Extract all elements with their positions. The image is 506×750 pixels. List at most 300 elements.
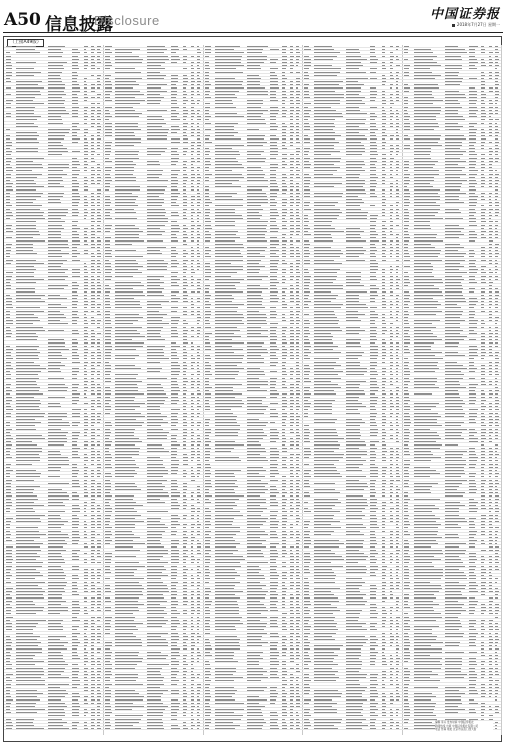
table-cell-text [296, 355, 299, 356]
table-cell-text [105, 483, 111, 484]
table-cell-text [382, 135, 387, 136]
table-cell-text [290, 610, 293, 611]
table-cell-text [97, 295, 99, 296]
table-cell-text [115, 158, 139, 159]
table-cell-text [84, 314, 87, 315]
table-cell-text [16, 521, 41, 522]
table-cell-text [215, 671, 237, 672]
table-cell-text [296, 537, 299, 538]
table-cell-text [183, 253, 188, 254]
table-cell-text [346, 97, 365, 98]
table-cell-text [48, 247, 69, 248]
table-cell-text [270, 604, 276, 605]
table-cell-text [72, 425, 79, 426]
table-cell-text [16, 626, 36, 627]
table-cell-text [270, 301, 278, 302]
table-cell-text [215, 511, 240, 512]
table-cell-text [247, 123, 266, 124]
table-cell-text [171, 451, 177, 452]
table-cell-text [72, 613, 79, 614]
table-cell-text [115, 301, 140, 302]
table-cell-text [105, 196, 110, 197]
table-cell-text [6, 368, 13, 369]
table-cell-text [171, 56, 179, 57]
table-cell-text [183, 604, 187, 605]
table-cell-text [16, 247, 33, 248]
table-cell-text [282, 100, 285, 101]
table-cell-text [191, 314, 194, 315]
table-cell-text [296, 655, 300, 656]
table-cell-text [215, 138, 241, 139]
table-cell-text [91, 534, 94, 535]
table-cell-text [72, 483, 80, 484]
table-cell-text [282, 279, 285, 280]
table-cell-text [215, 597, 240, 598]
table-cell-text [72, 205, 78, 206]
table-cell-text [215, 256, 243, 257]
table-cell-text [72, 123, 79, 124]
table-cell-text [97, 518, 101, 519]
table-cell-text [16, 135, 39, 136]
table-cell-text [191, 454, 195, 455]
table-cell-text [48, 661, 65, 662]
table-cell-text [105, 167, 112, 168]
table-cell-text [84, 330, 87, 331]
table-cell-text [147, 652, 161, 653]
table-cell-text [247, 546, 266, 547]
table-cell-text [97, 46, 100, 47]
table-cell-text [247, 483, 269, 484]
table-cell-text [290, 107, 293, 108]
table-cell-text [296, 626, 299, 627]
table-cell-text [270, 107, 278, 108]
table-cell-text [290, 467, 294, 468]
table-cell-text [370, 158, 377, 159]
table-cell-text [191, 161, 195, 162]
table-cell-text [370, 97, 376, 98]
table-cell-text [6, 307, 13, 308]
table-cell-text [282, 193, 285, 194]
table-cell-text [191, 142, 195, 143]
table-cell-text [197, 531, 200, 532]
table-cell-text [370, 116, 377, 117]
table-cell-text [205, 231, 209, 232]
table-cell-text [6, 333, 12, 334]
table-cell-text [296, 247, 299, 248]
table-cell-text [91, 425, 93, 426]
table-cell-text [290, 559, 294, 560]
table-cell-text [215, 655, 234, 656]
table-cell-text [115, 336, 145, 337]
table-cell-text [270, 378, 276, 379]
table-cell-text [183, 706, 187, 707]
table-cell-text [91, 52, 94, 53]
table-cell-text [105, 617, 111, 618]
table-cell-text [215, 489, 234, 490]
table-cell-text [97, 291, 100, 292]
table-cell-text [16, 706, 35, 707]
table-cell-text [183, 46, 187, 47]
table-cell-text [147, 409, 160, 410]
table-cell-text [247, 116, 262, 117]
table-cell-text [147, 403, 164, 404]
table-cell-text [72, 291, 77, 292]
table-cell-text [282, 199, 287, 200]
table-cell-text [215, 435, 239, 436]
table-cell-text [16, 397, 34, 398]
table-cell-text [197, 135, 200, 136]
table-cell-text [247, 94, 269, 95]
table-cell-text [296, 419, 299, 420]
table-cell-text [72, 441, 78, 442]
table-cell-text [91, 690, 93, 691]
table-cell-text [183, 655, 187, 656]
table-cell-text [247, 196, 268, 197]
table-cell-text [270, 138, 279, 139]
table-cell-text [346, 94, 359, 95]
table-cell-text [290, 441, 293, 442]
table-cell-text [290, 425, 293, 426]
table-cell-text [270, 266, 276, 267]
table-cell-text [205, 699, 210, 700]
table-cell-text [296, 135, 299, 136]
table-cell-text [191, 119, 193, 120]
table-cell-text [84, 728, 89, 729]
table-cell-text [282, 362, 286, 363]
table-cell-text [197, 260, 199, 261]
table-cell-text [191, 511, 195, 512]
table-cell-text [183, 709, 187, 710]
table-cell-text [48, 358, 68, 359]
table-cell-text [215, 247, 244, 248]
table-cell-text [205, 492, 209, 493]
table-cell-text [171, 531, 177, 532]
table-cell-text [6, 652, 10, 653]
table-cell-text [314, 103, 340, 104]
table-cell-text [296, 205, 299, 206]
table-cell-text [296, 633, 299, 634]
table-cell-text [197, 46, 199, 47]
table-cell-text [290, 470, 292, 471]
table-cell-text [205, 72, 210, 73]
table-cell-text [48, 566, 61, 567]
table-cell-text [282, 668, 286, 669]
table-cell-text [115, 403, 145, 404]
table-cell-text [205, 604, 211, 605]
table-cell-text [183, 358, 187, 359]
table-cell-text [115, 142, 140, 143]
table-cell-text [215, 524, 232, 525]
table-cell-text [247, 438, 263, 439]
table-cell-text [183, 81, 188, 82]
table-cell-text [72, 674, 78, 675]
table-cell-text [105, 642, 112, 643]
table-cell-text [48, 429, 62, 430]
table-cell-text [215, 282, 241, 283]
table-cell-text [197, 56, 201, 57]
table-cell-text [282, 295, 285, 296]
table-cell-text [191, 266, 194, 267]
table-cell-text [97, 288, 100, 289]
table-cell-text [270, 642, 278, 643]
table-cell-text [72, 282, 78, 283]
table-cell-text [147, 94, 160, 95]
table-cell-text [16, 409, 40, 410]
table-cell-text [282, 387, 287, 388]
table-cell-text [115, 645, 142, 646]
table-cell-text [115, 250, 135, 251]
table-cell-text [197, 374, 200, 375]
table-cell-text [91, 390, 94, 391]
table-cell-text [396, 123, 400, 124]
table-cell-text [171, 534, 176, 535]
table-cell-text [197, 451, 200, 452]
table-cell-text [171, 355, 177, 356]
table-cell-text [282, 540, 286, 541]
table-cell-text [247, 138, 264, 139]
table-cell-text [290, 620, 292, 621]
table-cell-text [171, 553, 179, 554]
table-cell-text [84, 199, 88, 200]
table-cell-text [191, 291, 195, 292]
table-cell-text [215, 642, 240, 643]
table-cell-text [16, 81, 42, 82]
table-cell-text [205, 696, 211, 697]
table-cell-text [215, 362, 242, 363]
table-cell-text [6, 416, 11, 417]
table-cell-text [84, 56, 88, 57]
table-cell-text [205, 161, 210, 162]
table-cell-text [197, 279, 201, 280]
table-cell-text [72, 703, 79, 704]
table-cell-text [84, 473, 87, 474]
table-cell-text [84, 368, 87, 369]
table-cell-text [197, 298, 200, 299]
table-cell-text [72, 531, 80, 532]
table-cell-text [147, 384, 161, 385]
table-cell-text [247, 218, 261, 219]
table-cell-text [48, 285, 68, 286]
table-cell-text [215, 327, 237, 328]
table-cell-text [183, 349, 186, 350]
table-cell-text [115, 578, 143, 579]
table-cell-text [183, 435, 188, 436]
table-cell-text [282, 521, 287, 522]
table-cell-text [147, 397, 168, 398]
table-cell-text [171, 174, 178, 175]
table-cell-text [290, 546, 293, 547]
table-cell-text [183, 365, 187, 366]
table-cell-text [72, 699, 78, 700]
table-cell-text [282, 451, 286, 452]
table-cell-text [6, 607, 12, 608]
table-cell-text [247, 460, 268, 461]
table-cell-text [171, 601, 178, 602]
table-cell-text [48, 180, 63, 181]
table-cell-text [215, 103, 233, 104]
table-cell-text [91, 59, 94, 60]
table-cell-text [72, 110, 78, 111]
table-cell-text [48, 148, 68, 149]
table-cell-text [270, 594, 277, 595]
table-cell-text [191, 709, 194, 710]
table-cell-text [346, 81, 358, 82]
table-cell-text [91, 202, 94, 203]
table-cell-text [105, 696, 110, 697]
table-cell-text [171, 276, 177, 277]
table-cell-text [16, 244, 33, 245]
table-cell-text [147, 537, 162, 538]
table-cell-text [191, 135, 194, 136]
table-cell-text [84, 148, 89, 149]
table-cell-text [72, 183, 79, 184]
table-cell-text [91, 355, 94, 356]
table-cell-text [296, 126, 299, 127]
table-cell-text [72, 209, 78, 210]
table-cell-text [215, 81, 244, 82]
table-cell-text [270, 658, 277, 659]
table-cell-text [48, 403, 60, 404]
table-cell-text [390, 138, 394, 139]
table-cell-text [215, 687, 235, 688]
table-cell-text [290, 266, 293, 267]
table-cell-text [205, 365, 211, 366]
table-cell-text [247, 578, 266, 579]
table-cell-text [205, 295, 211, 296]
table-cell-text [48, 240, 68, 241]
table-cell-text [282, 483, 286, 484]
table-cell-text [290, 690, 293, 691]
table-cell-text [91, 180, 94, 181]
table-cell-text [191, 524, 195, 525]
table-cell-text [390, 135, 394, 136]
table-cell-text [191, 677, 195, 678]
table-cell-text [48, 540, 65, 541]
table-cell-text [147, 320, 162, 321]
table-cell-text [16, 671, 44, 672]
table-cell-text [191, 365, 194, 366]
table-cell-text [247, 381, 268, 382]
table-cell-text [191, 680, 194, 681]
table-cell-text [105, 116, 112, 117]
table-cell-text [97, 311, 100, 312]
table-cell-text [72, 91, 80, 92]
table-cell-text [247, 384, 268, 385]
table-cell-text [97, 378, 99, 379]
table-cell-text [84, 234, 87, 235]
table-cell-text [197, 132, 200, 133]
table-cell-text [390, 72, 392, 73]
table-cell-text [191, 508, 195, 509]
table-cell-text [6, 393, 10, 394]
table-cell-text [290, 119, 293, 120]
table-cell-text [16, 722, 33, 723]
table-cell-text [197, 215, 200, 216]
table-cell-text [91, 661, 94, 662]
table-cell-text [247, 212, 259, 213]
table-cell-text [282, 52, 286, 53]
table-cell-text [247, 91, 268, 92]
table-cell-text [91, 639, 95, 640]
table-cell-text [147, 709, 165, 710]
table-cell-text [97, 470, 100, 471]
table-cell-text [183, 167, 187, 168]
table-cell-text [205, 263, 211, 264]
table-cell-text [270, 72, 275, 73]
table-cell-text [296, 690, 298, 691]
table-cell-text [197, 317, 201, 318]
table-cell-text [6, 470, 13, 471]
table-cell-text [97, 451, 100, 452]
table-cell-text [191, 460, 194, 461]
table-cell-text [171, 46, 178, 47]
table-cell-text [147, 279, 160, 280]
table-cell-text [72, 295, 78, 296]
table-cell-text [147, 154, 161, 155]
table-cell-text [215, 154, 240, 155]
table-cell-text [197, 677, 199, 678]
table-cell-text [282, 116, 286, 117]
table-cell-text [296, 288, 298, 289]
table-cell-text [72, 234, 80, 235]
table-cell-text [247, 480, 261, 481]
table-cell-text [290, 333, 294, 334]
table-cell-text [270, 263, 277, 264]
table-cell-text [183, 110, 188, 111]
table-cell-text [197, 543, 201, 544]
table-cell-text [346, 68, 359, 69]
table-cell-text [6, 145, 12, 146]
table-cell-text [105, 339, 111, 340]
table-cell-text [183, 537, 188, 538]
table-cell-text [205, 186, 209, 187]
table-cell-text [97, 339, 100, 340]
table-cell-text [183, 282, 187, 283]
table-cell-text [215, 690, 237, 691]
table-cell-text [16, 288, 35, 289]
table-cell-text [215, 237, 240, 238]
table-cell-text [215, 518, 234, 519]
table-row [4, 727, 103, 730]
table-cell-text [147, 687, 159, 688]
table-cell-text [197, 473, 200, 474]
table-cell-text [183, 629, 187, 630]
table-cell-text [115, 129, 141, 130]
table-cell-text [105, 671, 111, 672]
table-cell-text [270, 546, 276, 547]
table-cell-text [296, 154, 299, 155]
table-cell-text [205, 65, 209, 66]
table-cell-text [205, 138, 209, 139]
table-cell-text [183, 240, 186, 241]
table-cell-text [290, 486, 292, 487]
table-row [103, 727, 202, 730]
table-cell-text [97, 575, 101, 576]
table-cell-text [282, 406, 286, 407]
table-cell-text [205, 362, 209, 363]
table-cell-text [72, 585, 78, 586]
table-cell-text [183, 448, 186, 449]
table-cell-text [296, 703, 300, 704]
table-cell-text [183, 212, 186, 213]
table-cell-text [270, 352, 276, 353]
section-title-en: Disclosure [94, 13, 160, 28]
table-cell-text [16, 378, 39, 379]
table-cell-text [72, 240, 80, 241]
table-cell-text [48, 295, 60, 296]
table-cell-text [205, 703, 209, 704]
table-cell-text [205, 276, 211, 277]
